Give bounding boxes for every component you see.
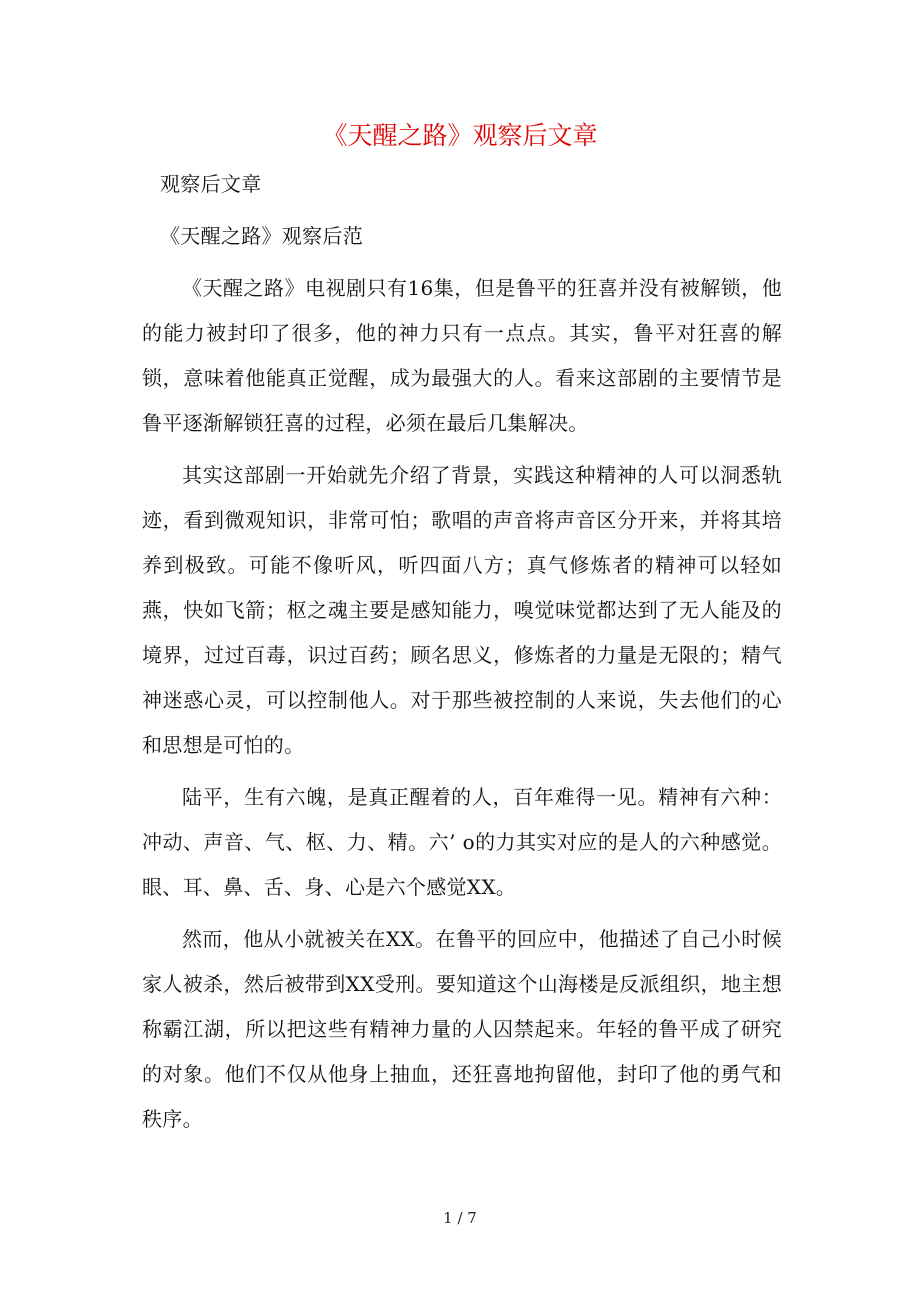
paragraph: 《天醒之路》电视剧只有16集，但是鲁平的狂喜并没有被解锁，他的能力被封印了很多，他的神力只有一点点。其实，鲁平对狂喜的解锁，意味着他能真正觉醒，成为最强大的人。看来这部剧的主要情节是鲁平逐渐解锁狂喜的过程，必须在最后几集解决。 [142,276,782,435]
paragraph: 陆平，生有六魄，是真正醒着的人，百年难得一见。精神有六种：冲动、声音、气、枢、力、精。六’ o的力其实对应的是人的六种感觉。眼、耳、鼻、舌、身、心是六个感觉XX。 [142,785,782,899]
document-title: 《天醒之路》观察后文章 [322,121,598,150]
paragraph: 其实这部剧一开始就先介绍了背景，实践这种精神的人可以洞悉轨迹，看到微观知识，非常可怕；歌唱的声音将声音区分开来，并将其培养到极致。可能不像听风，听四面八方；真气修炼者的精神可以轻如燕，快如飞箭；枢之魂主要是感知能力，嗅觉味觉都达到了无人能及的境界，过过百毒，识过百药；顾名思义，修炼者的力量是无限的；精气神迷惑心灵，可以控制他人。对于那些被控制的人来说，失去他们的心和思想是可怕的。 [142,463,782,757]
page-number: 1 / 7 [443,1209,477,1227]
paragraph: 然而，他从小就被关在XX。在鲁平的回应中，他描述了自己小时候家人被杀，然后被带到XX受刑。要知道这个山海楼是反派组织，地主想称霸江湖，所以把这些有精神力量的人囚禁起来。年轻的鲁平成了研究的对象。他们不仅从他身上抽血，还狂喜地拘留他，封印了他的勇气和秩序。 [142,927,782,1131]
paragraph-heading: 《天醒之路》观察后范 [160,224,363,248]
document-body [142,162,782,1149]
paragraph-subtitle: 观察后文章 [160,172,262,196]
